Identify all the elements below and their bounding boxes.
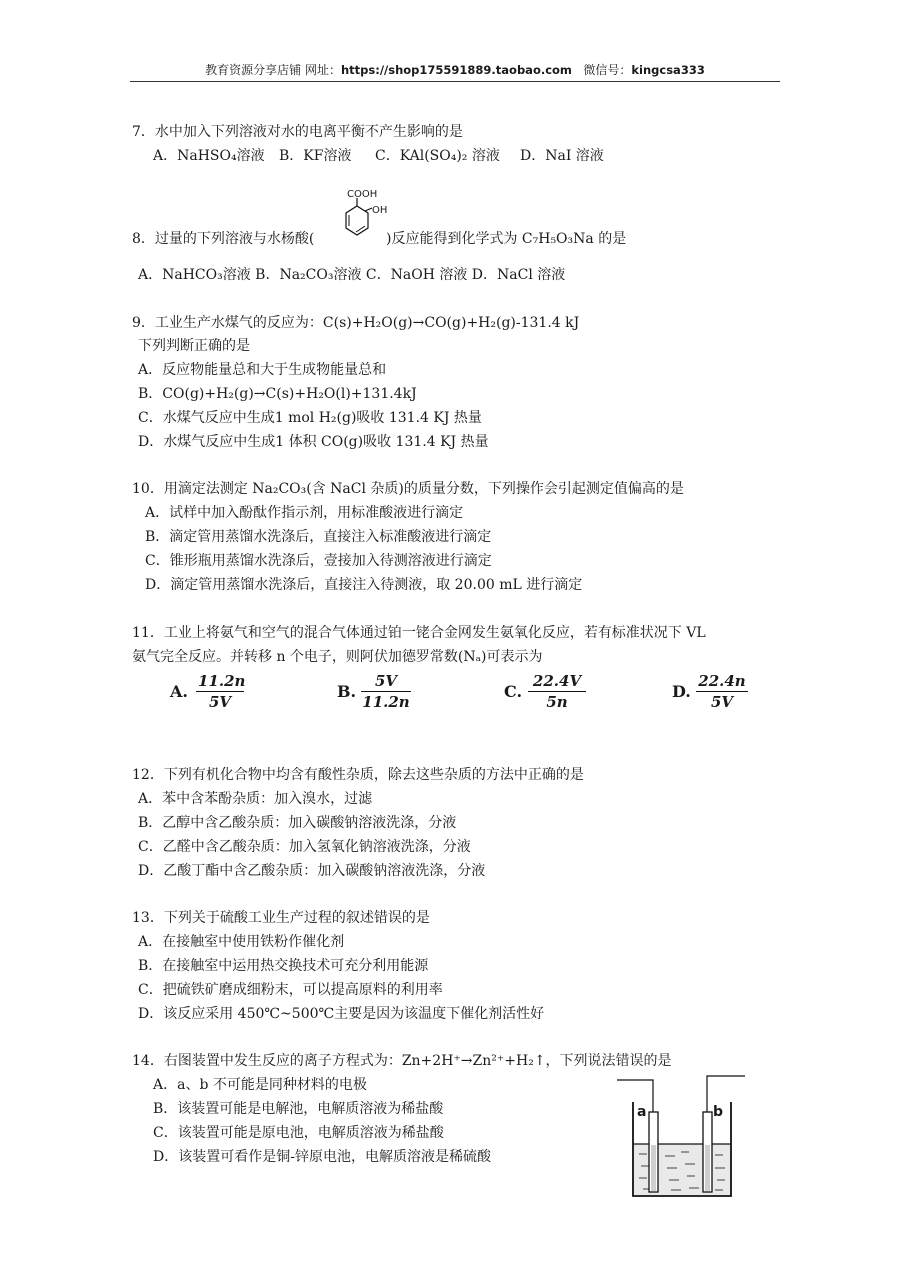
header-wechat-label: 微信号：	[583, 63, 632, 77]
q12-option-d: D．乙酸丁酯中含乙酸杂质：加入碳酸钠溶液洗涤，分液	[138, 863, 486, 879]
q10-option-a: A．试样中加入酚酞作指示剂，用标准酸液进行滴定	[145, 505, 464, 521]
q11-option-d-fraction	[696, 672, 748, 711]
q10-option-b: B．滴定管用蒸馏水洗涤后，直接注入标准酸液进行滴定	[145, 529, 492, 545]
q11-option-c-denominator: 5n	[546, 693, 568, 711]
q12-option-a: A．苯中含苯酚杂质：加入溴水，过滤	[138, 791, 373, 807]
q13-stem: 13．下列关于硫酸工业生产过程的叙述错误的是	[132, 910, 430, 926]
q11-option-b-label: B.	[337, 682, 357, 701]
q9-stem: 9．工业生产水煤气的反应为：C(s)+H₂O(g)→CO(g)+H₂(g)-131.4 kJ	[132, 315, 580, 331]
q11-option-d-numerator: 22.4n	[696, 672, 748, 692]
q8-stem-post: )反应能得到化学式为 C₇H₅O₃Na 的是	[386, 231, 627, 247]
q11-option-b-denominator: 11.2n	[362, 693, 410, 711]
q7-option-c: C．KAl(SO₄)₂ 溶液	[375, 148, 500, 164]
q7-option-d: D．NaI 溶液	[520, 148, 604, 164]
q14-option-b: B．该装置可能是电解池，电解质溶液为稀盐酸	[153, 1101, 444, 1117]
q14-stem: 14．右图装置中发生反应的离子方程式为：Zn+2H⁺→Zn²⁺+H₂↑，下列说法错误的是	[132, 1053, 672, 1069]
q9-option-d: D．水煤气反应中生成1 体积 CO(g)吸收 131.4 KJ 热量	[138, 434, 489, 450]
q8-options: A．NaHCO₃溶液 B．Na₂CO₃溶液 C．NaOH 溶液 D．NaCl 溶液	[138, 267, 566, 283]
q10-option-c: C．锥形瓶用蒸馏水洗涤后，壹接加入待测溶液进行滴定	[145, 553, 492, 569]
q11-option-a-label: A.	[170, 682, 188, 701]
q13-option-b: B．在接触室中运用热交换技术可充分利用能源	[138, 958, 429, 974]
q8-stem-pre: 8．过量的下列溶液与水杨酸(	[132, 231, 315, 247]
q14-option-d: D．该装置可看作是铜-锌原电池，电解质溶液是稀硫酸	[153, 1149, 491, 1165]
cell-electrode-b-label: b	[713, 1104, 724, 1120]
q9-option-a: A．反应物能量总和大于生成物能量总和	[138, 362, 387, 378]
q11-option-a-numerator: 11.2n	[198, 672, 246, 690]
q7-stem: 7．水中加入下列溶液对水的电离平衡不产生影响的是	[132, 124, 463, 140]
q11-option-b-fraction	[361, 672, 411, 711]
q9-option-b: B．CO(g)+H₂(g)→C(s)+H₂O(l)+131.4kJ	[138, 386, 417, 402]
q11-option-d-denominator: 5V	[710, 693, 734, 711]
q11-stem2: 氨气完全反应。并转移 n 个电子，则阿伏加德罗常数(Nₐ)可表示为	[132, 649, 543, 665]
q11-option-d-label: D.	[672, 682, 691, 701]
cell-electrode-a-label: a	[637, 1104, 647, 1120]
salicylic-acid-structure	[336, 198, 376, 246]
page-header	[130, 62, 780, 78]
q14-option-a: A．a、b 不可能是同种材料的电极	[153, 1077, 367, 1093]
q11-option-a-fraction	[196, 672, 244, 711]
q8-struct-cooh: COOH	[347, 189, 378, 200]
header-url[interactable]: https://shop175591889.taobao.com	[340, 63, 572, 77]
q11-option-a-denominator: 5V	[208, 693, 232, 711]
electrochemical-cell-figure	[615, 1072, 755, 1202]
header-shop: 教育资源分享店铺 网址：	[205, 63, 341, 77]
q10-stem: 10．用滴定法测定 Na₂CO₃(含 NaCl 杂质)的质量分数，下列操作会引起测定值偏高的是	[132, 481, 684, 497]
q10-option-d: D．滴定管用蒸馏水洗涤后，直接注入待测液，取 20.00 mL 进行滴定	[145, 577, 583, 593]
q9-option-c: C．水煤气反应中生成1 mol H₂(g)吸收 131.4 KJ 热量	[138, 410, 482, 426]
q7-option-b: B．KF溶液	[279, 148, 352, 164]
q11-stem: 11．工业上将氨气和空气的混合气体通过铂一铑合金网发生氨氧化反应，若有标准状况下 VL	[132, 625, 706, 641]
q11-option-b-numerator: 5V	[361, 672, 411, 692]
q8-struct-oh: OH	[372, 205, 388, 216]
q12-option-b: B．乙醇中含乙酸杂质：加入碳酸钠溶液洗涤，分液	[138, 815, 457, 831]
q11-option-c-fraction	[528, 672, 586, 711]
q11-option-c-numerator: 22.4V	[528, 672, 586, 692]
header-wechat-id: kingcsa333	[631, 63, 705, 77]
q7-option-a: A．NaHSO₄溶液	[153, 148, 265, 164]
q9-stem2: 下列判断正确的是	[138, 338, 250, 354]
q13-option-c: C．把硫铁矿磨成细粉末，可以提高原料的利用率	[138, 982, 443, 998]
q12-option-c: C．乙醛中含乙酸杂质：加入氢氧化钠溶液洗涤，分液	[138, 839, 471, 855]
q13-option-a: A．在接触室中使用铁粉作催化剂	[138, 934, 345, 950]
header-rule	[130, 81, 780, 82]
q14-option-c: C．该装置可能是原电池，电解质溶液为稀盐酸	[153, 1125, 444, 1141]
q11-option-c-label: C.	[504, 682, 523, 701]
q12-stem: 12．下列有机化合物中均含有酸性杂质，除去这些杂质的方法中正确的是	[132, 767, 584, 783]
q13-option-d: D．该反应采用 450℃~500℃主要是因为该温度下催化剂活性好	[138, 1006, 545, 1022]
